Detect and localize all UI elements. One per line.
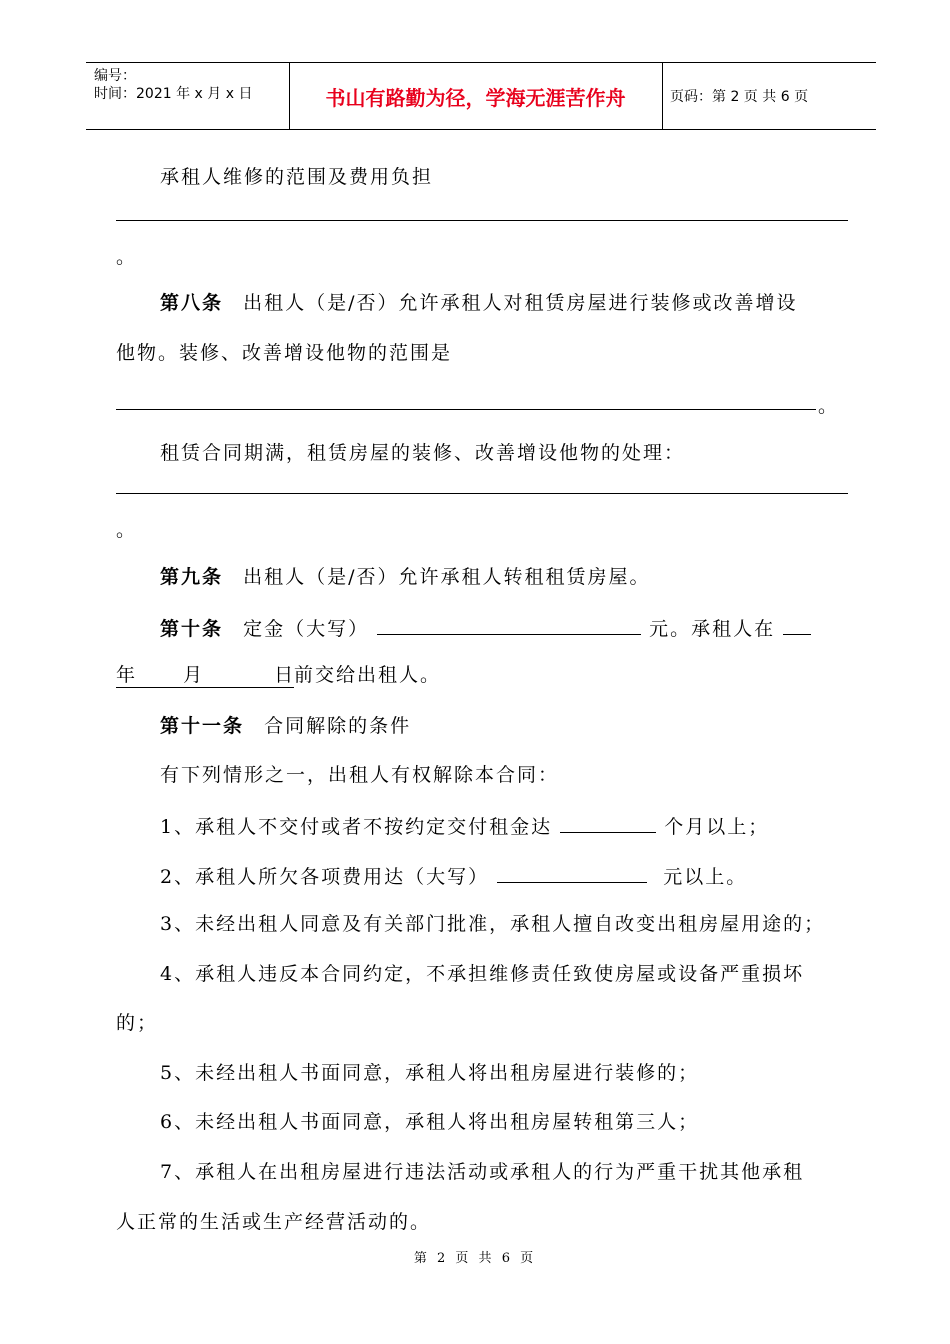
date-blank <box>116 663 294 688</box>
clause-1-text: 个月以上； <box>664 816 770 838</box>
article-8-line1 <box>160 291 797 315</box>
clause-5: 5、未经出租人书面同意，承租人将出租房屋进行装修的； <box>160 1062 700 1084</box>
article-11 <box>160 714 411 738</box>
article-8-title: 第八条 <box>160 292 224 314</box>
clause-7-cont: 人正常的生活或生产经营活动的。 <box>116 1211 432 1233</box>
article-10-text: 元。承租人在 <box>649 618 776 640</box>
clause-1-text: 1、承租人不交付或者不按约定交付租金达 <box>160 816 553 838</box>
article-10-line2 <box>116 663 441 688</box>
article-11-text: 合同解除的条件 <box>264 715 412 737</box>
clause-3: 3、未经出租人同意及有关部门批准，承租人擅自改变出租房屋用途的； <box>160 913 826 935</box>
months-blank <box>560 812 656 833</box>
serial-label: 编号： <box>94 68 136 84</box>
fill-line <box>116 409 816 410</box>
clause-2-text: 2、承租人所欠各项费用达（大写） <box>160 866 490 888</box>
article-10-title: 第十条 <box>160 618 224 640</box>
header-page-label: 页码：第 2 页 共 6 页 <box>670 89 809 105</box>
amount-blank <box>497 862 647 883</box>
month-label: 月 <box>183 664 205 686</box>
article-10-text: 前交给出租人。 <box>294 664 442 686</box>
article-9-title: 第九条 <box>160 566 224 588</box>
clause-7: 7、承租人在出租房屋进行违法活动或承租人的行为严重干扰其他承租 <box>160 1161 805 1183</box>
day-label: 日 <box>274 664 296 686</box>
period: 。 <box>116 519 138 541</box>
clause-2-text: 元以上。 <box>663 866 748 888</box>
header-divider <box>662 63 663 129</box>
fill-line <box>116 220 848 221</box>
period: 。 <box>116 246 138 268</box>
page-header <box>86 62 876 130</box>
page-footer: 第 2 页 共 6 页 <box>413 1251 537 1266</box>
article-10-line1 <box>160 614 811 641</box>
header-meta <box>94 67 289 103</box>
article-9 <box>160 565 650 589</box>
clause-4: 4、承租人违反本合同约定，不承担维修责任致使房屋或设备严重损坏 <box>160 963 805 985</box>
clause-6: 6、未经出租人书面同意，承租人将出租房屋转租第三人； <box>160 1111 700 1133</box>
header-motto: 书山有路勤为径，学海无涯苦作舟 <box>325 85 626 110</box>
year-blank <box>783 614 811 635</box>
article-10-deposit: 定金（大写） <box>243 618 370 640</box>
clause-1 <box>160 812 769 839</box>
article-8-text: 出租人（是/否）允许承租人对租赁房屋进行装修或改善增设 <box>243 292 798 314</box>
article-11-title: 第十一条 <box>160 715 245 737</box>
article-9-text: 出租人（是/否）允许承租人转租租赁房屋。 <box>243 566 651 588</box>
time-label: 时间：2021 年 x 月 x 日 <box>94 86 253 102</box>
period: 。 <box>818 395 840 417</box>
clause-4-cont: 的； <box>116 1012 159 1034</box>
fill-line <box>116 493 848 494</box>
deposit-blank <box>377 614 641 635</box>
article-11-intro: 有下列情形之一，出租人有权解除本合同： <box>160 764 560 786</box>
article-8-line2: 他物。装修、改善增设他物的范围是 <box>116 342 453 364</box>
year-label: 年 <box>116 664 138 686</box>
repair-scope: 承租人维修的范围及费用负担 <box>160 166 434 188</box>
article-8-line3: 租赁合同期满，租赁房屋的装修、改善增设他物的处理： <box>160 442 686 464</box>
clause-2 <box>160 862 747 889</box>
